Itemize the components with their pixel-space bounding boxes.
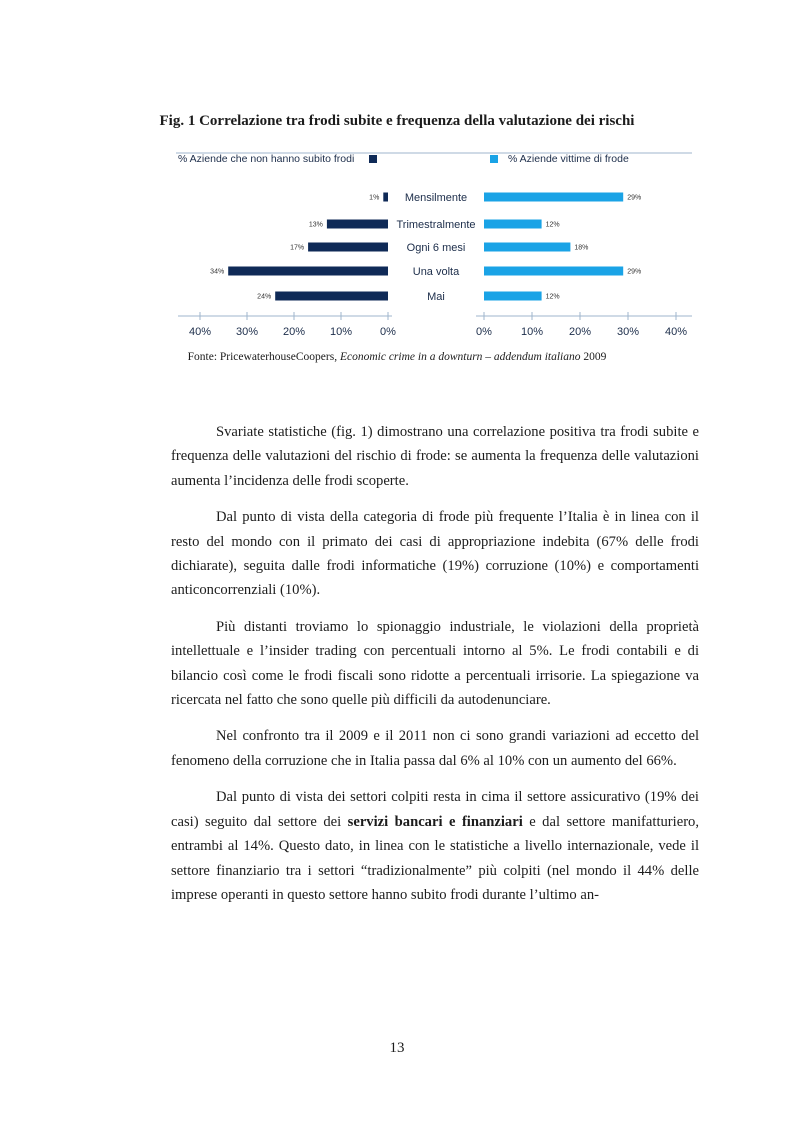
paragraph-3: Più distanti troviamo lo spionaggio industriale, le violazioni della proprietà intellettuale e l’insider trading con percentuali intorno al 5%. Le frodi contabili e di bilancio così come le frodi fiscali sono ridotte a percentuali irrisorie. La spiegazione va ricercata nel fatto che sono quelle più difficili da autodenunciare. [171,618,699,709]
right-axis-tick-label: 30% [616,326,640,338]
bar-label-right: 12% [545,293,560,301]
paragraph-4: Nel confronto tra il 2009 e il 2011 non ci sono grandi variazioni ad eccetto del fenomeno della corruzione che in Italia passa dal 6% al 10% con un aumento del 66%. [171,728,699,769]
bar-label-left: 34% [210,268,225,276]
body-text [171,420,699,919]
right-axis-tick-label: 40% [664,326,688,338]
source-year: 2009 [580,351,607,363]
paragraph-5-bold: servizi bancari e finanziari [347,813,523,830]
paragraph-5-end: e dal settore manifatturiero, entrambi al 14%. Questo dato, in linea con le statistiche a livello internazionale, vede il settore finanziario tra i settori “tradizionalmente” più colpiti (nel mondo il 44% delle imprese operanti in questo settore hanno subito frodi durante l’ultimo an- [171,813,699,903]
legend-label-right: % Aziende vittime di frode [508,153,629,165]
right-axis-tick-label: 20% [568,326,592,338]
paragraph-5-start: Dal punto di vista dei settori colpiti resta in cima il settore assicurativo (19% dei casi) seguito dal settore dei [171,789,699,830]
category-label: Mai [427,291,445,303]
legend-swatch-left [369,155,377,163]
left-axis-tick-label: 10% [329,326,353,338]
paragraph-2: Dal punto di vista della categoria di frode più frequente l’Italia è in linea con il resto del mondo con il primato dei casi di appropriazione indebita (67% delle frodi dichiarate), seguita dalle frodi informatiche (19%) corruzione (10%) e comportamenti anticoncorrenziali (10%). [171,509,699,599]
bar-label-right: 18% [574,244,589,252]
category-label: Mensilmente [404,192,468,204]
bar-label-right: 12% [545,221,560,229]
bar-label-left: 13% [308,221,323,229]
bar-label-right: 29% [627,194,642,202]
legend-swatch-right [490,155,498,163]
figure-title: Fig. 1 Correlazione tra frodi subite e frequenza della valutazione dei rischi [159,113,635,129]
category-label: Una volta [412,266,460,278]
right-axis-tick-label: 0% [476,326,492,338]
bar-right [484,267,623,276]
left-axis-tick-label: 40% [188,326,212,338]
category-label: Ogni 6 mesi [406,242,466,254]
bar-left [308,243,388,252]
paragraph-5 [171,785,699,907]
source-prefix: Fonte: PricewaterhouseCoopers, [187,351,340,363]
left-axis-tick-label: 30% [235,326,259,338]
right-axis-tick-label: 10% [520,326,544,338]
left-axis-tick-label: 0% [380,326,396,338]
source-title: Economic crime in a downturn – addendum italiano [339,351,581,363]
bar-label-left: 24% [257,293,272,301]
page-number: 13 [389,1040,405,1056]
bar-right [484,292,542,301]
bar-label-left: 17% [290,244,305,252]
left-axis-tick-label: 20% [282,326,306,338]
bar-label-left: 1% [369,194,380,202]
bar-right [484,193,623,202]
bar-right [484,243,570,252]
butterfly-bar-chart [0,145,794,345]
category-label: Trimestralmente [396,219,476,231]
bar-right [484,220,542,229]
bar-left [327,220,388,229]
paragraph-1: Svariate statistiche (fig. 1) dimostrano una correlazione positiva tra frodi subite e frequenza delle valutazioni del rischio di frode: se aumenta la frequenza delle valutazioni aumenta l’incidenza delle frodi scoperte. [171,424,699,489]
legend-label-left: % Aziende che non hanno subito frodi [178,153,355,165]
bar-left [228,267,388,276]
bar-left [275,292,388,301]
bar-left [383,193,388,202]
bar-label-right: 29% [627,268,642,276]
figure-source [0,351,794,363]
